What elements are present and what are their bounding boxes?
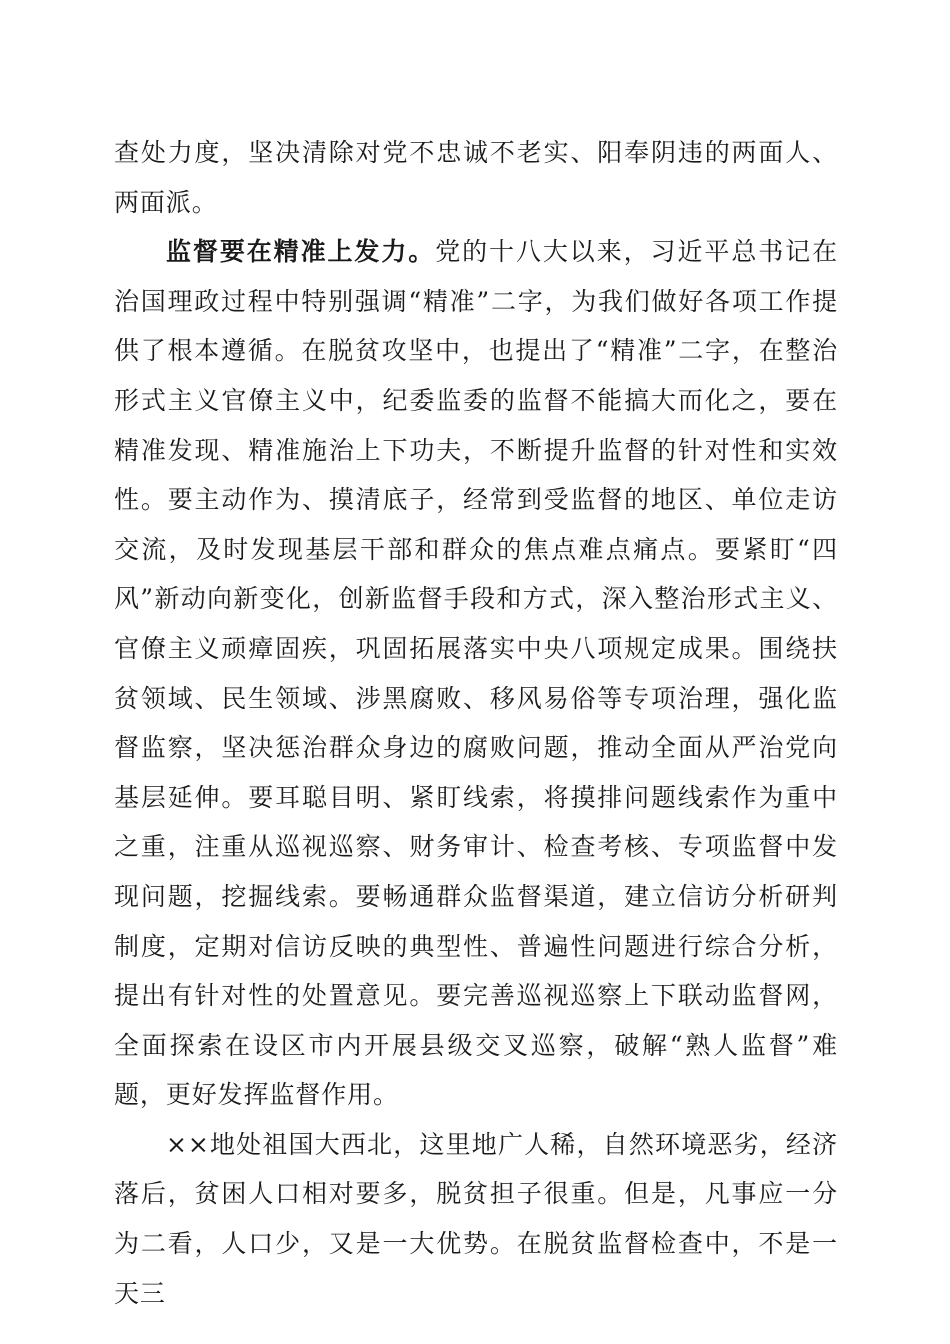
- paragraph-supervision-precision: [114, 227, 838, 1120]
- paragraph-text: ××地处祖国大西北，这里地广人稀，自然环境恶劣，经济落后，贫困人口相对要多，脱贫担子很重。但是，凡事应一分为二看，人口少，又是一大优势。在脱贫监督检查中，不是一天三: [114, 1129, 838, 1308]
- paragraph-text: 查处力度，坚决清除对党不忠诚不老实、阳奉阴违的两面人、两面派。: [114, 138, 838, 217]
- paragraph-text: 党的十八大以来，习近平总书记在治国理政过程中特别强调“精准”二字，为我们做好各项工作提供了根本遵循。在脱贫攻坚中，也提出了“精准”二字，在整治形式主义官僚主义中，纪委监委的监督不能搞大而化之，要在精准发现、精准施治上下功夫，不断提升监督的针对性和实效性。要主动作为、摸清底子，经常到受监督的地区、单位走访交流，及时发现基层干部和群众的焦点难点痛点。要紧盯“四风”新动向新变化，创新监督手段和方式，深入整治形式主义、官僚主义顽瘴固疾，巩固拓展落实中央八项规定成果。围绕扶贫领域、民生领域、涉黑腐败、移风易俗等专项治理，强化监督监察，坚决惩治群众身边的腐败问题，推动全面从严治党向基层延伸。要耳聪目明、紧盯线索，将摸排问题线索作为重中之重，注重从巡视巡察、财务审计、检查考核、专项监督中发现问题，挖掘线索。要畅通群众监督渠道，建立信访分析研判制度，定期对信访反映的典型性、普遍性问题进行综合分析，提出有针对性的处置意见。要完善巡视巡察上下联动监督网，全面探索在设区市内开展县级交叉巡察，破解“熟人监督”难题，更好发挥监督作用。: [114, 237, 838, 1110]
- paragraph-continuation: [114, 128, 838, 227]
- paragraph-lead-heading: 监督要在精准上发力。: [166, 237, 436, 267]
- document-body: [114, 128, 838, 1318]
- paragraph-region-description: [114, 1120, 838, 1318]
